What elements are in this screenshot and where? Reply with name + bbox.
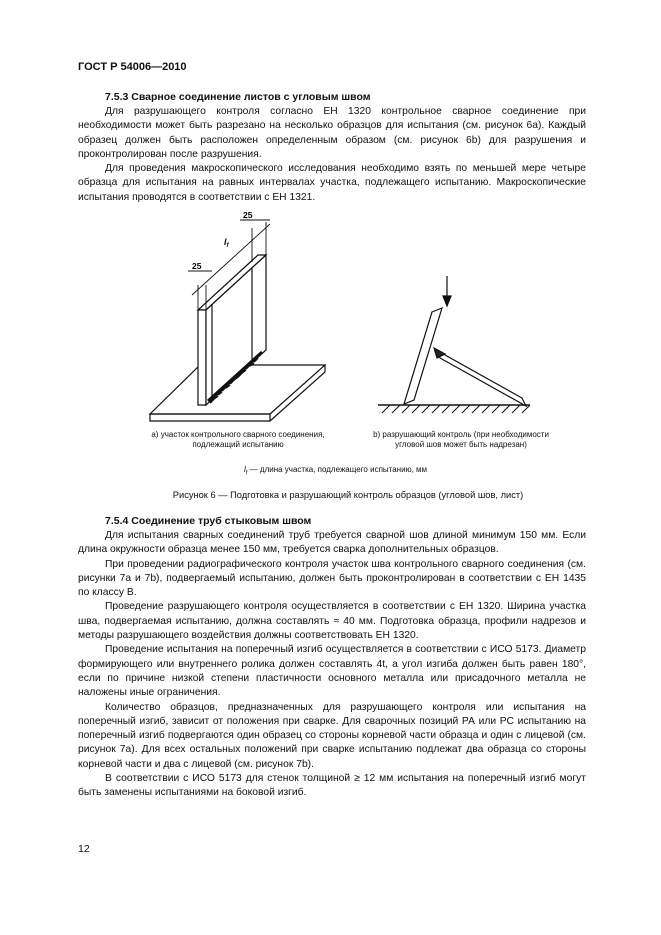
paragraph: Количество образцов, предназначенных для разрушающего контроля или испытания на поперечный изгиб, зависит от положения при сварке. Для сварочных позиций РА или РС испытанию на поперечный изгиб подвергаются один образец со стороны корневой части образца и один с лицевой (см. рисунок 7а). Для всех остальных положений при сварке испытанию подлежат два образца со стороны корневой части и два с лицевой (см. рисунок 7b). [78, 701, 586, 770]
section-754-title: 7.5.4 Соединение труб стыковым швом [105, 515, 312, 527]
paragraph: При проведении радиографического контроля участок шва контрольного сварного соединения (см. рисунки 7а и 7b), подвергаемый испытанию, должен быть проконтролирован в соответствии с ЕН 1435 по классу В. [78, 558, 586, 599]
test-specimen [404, 308, 526, 406]
paragraph: Проведение испытания на поперечный изгиб осуществляется в соответствии с ИСО 5173. Диаметр формирующего или внутреннего ролика должен составлять 4t, а угол изгиба должен быть равен 180°, если по причине низкой степени пластичности основного металла или присадочного металла не наложены иные ограничения. [78, 644, 586, 699]
dimension-label-25: 25 [243, 210, 253, 220]
figure-caption-b: b) разрушающий контроль (при необходимости угловой шов может быть надрезан) [373, 430, 549, 449]
load-arrow [443, 276, 451, 306]
figure-legend: $l_f$ — длина участка, подлежащего испытанию, мм [244, 465, 428, 477]
section-753-body [78, 105, 586, 205]
paragraph: В соответствии с ИСО 5173 для стенок толщиной ≥ 12 мм испытания на поперечный изгиб могут быть заменены испытаниями на боковой изгиб. [78, 773, 586, 799]
document-header: ГОСТ Р 54006—2010 [78, 61, 187, 73]
page-number: 12 [78, 843, 90, 855]
paragraph: Для разрушающего контроля согласно ЕН 1320 контрольное сварное соединение при необходимости может быть разрезано на несколько образцов для испытания (см. рисунок 6а). Каждый образец должен быть расположен определенным образом (см. рисунок 6b) для разрушения и проконтролирован после разрушения. [78, 106, 586, 160]
paragraph: Для проведения макроскопического исследования необходимо взять по меньшей мере четыре образца для испытания на равных интервалах участка, подлежащего испытанию. Макроскопические испытания проводятся в соответствии с ЕН 1321. [78, 163, 586, 203]
section-753-title: 7.5.3 Сварное соединение листов с угловым швом [105, 91, 371, 103]
ground-hatch [378, 405, 530, 413]
dimension-label-25: 25 [192, 261, 202, 271]
figure-caption-a: а) участок контрольного сварного соединения, подлежащий испытанию [151, 430, 325, 449]
section-754-body [78, 529, 586, 801]
figure-6-title: Рисунок 6 — Подготовка и разрушающий контроль образцов (угловой шов, лист) [172, 490, 524, 500]
figure-6-drawing [140, 200, 580, 440]
paragraph: Проведение разрушающего контроля осуществляется в соответствии с ЕН 1320. Ширина участка шва, подвергаемая испытанию, должна составлять ≈ 40 мм. Подготовка образца, профили надрезов и методы разрушающего воздействия должны соответствовать ЕН 1320. [78, 601, 586, 642]
length-label: $l_f$ [224, 237, 229, 249]
paragraph: Для испытания сварных соединений труб требуется сварной шов длиной минимум 150 мм. Если длина окружности образца менее 150 мм, требуется сварка дополнительных образцов. [78, 530, 586, 556]
